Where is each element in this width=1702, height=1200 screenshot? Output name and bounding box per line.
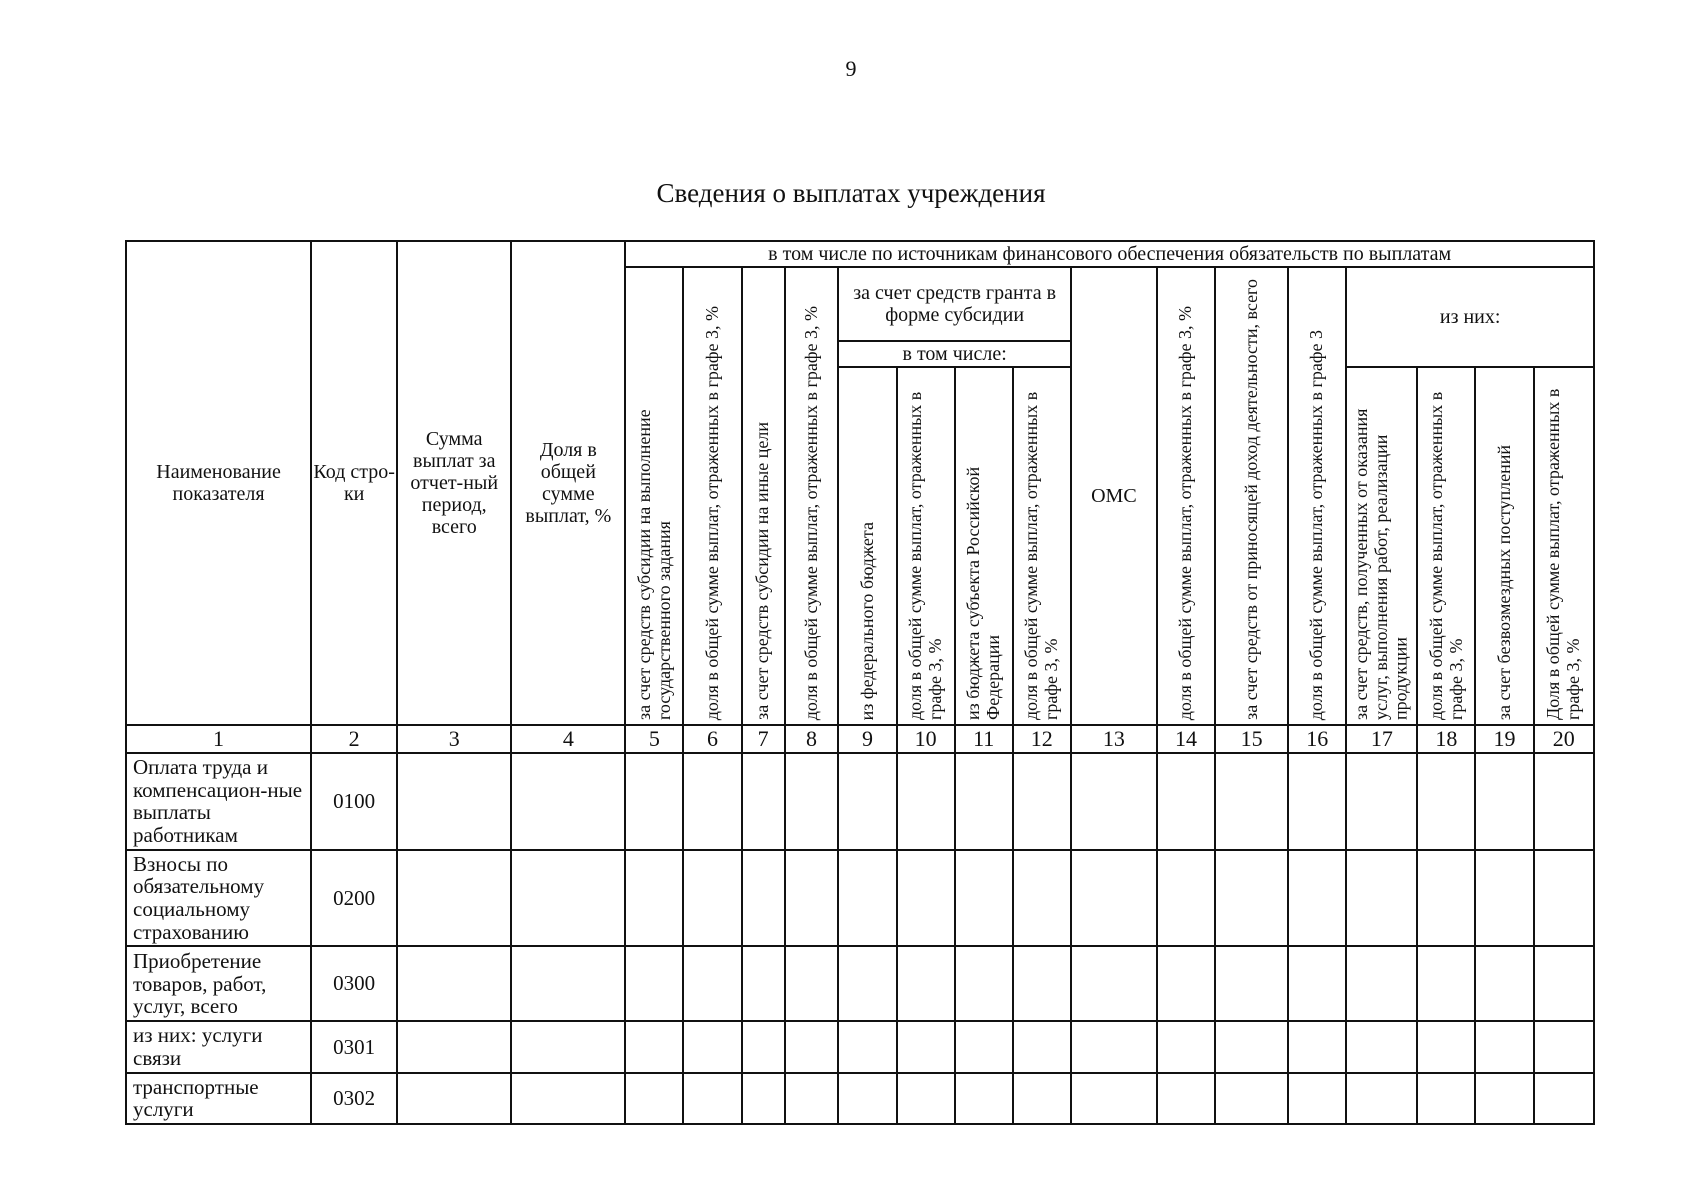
cell [1288,1021,1346,1072]
column-number: 14 [1157,725,1215,753]
cell [1215,850,1288,947]
cell [785,946,839,1021]
cell [1534,946,1594,1021]
cell [1215,753,1288,850]
header-col-11: из бюджета субъекта Российской Федерации [955,367,1013,725]
cell [1288,850,1346,947]
cell [785,850,839,947]
cell [1534,753,1594,850]
cell [742,753,785,850]
row-code: 0302 [311,1073,397,1124]
column-number: 1 [126,725,311,753]
column-number: 9 [838,725,896,753]
cell [1013,753,1071,850]
cell [1417,946,1475,1021]
cell [1346,1021,1417,1072]
cell [1013,946,1071,1021]
cell [1534,1073,1594,1124]
cell [625,850,683,947]
cell [625,1073,683,1124]
cell [955,1021,1013,1072]
column-number: 11 [955,725,1013,753]
cell [511,946,625,1021]
cell [511,1021,625,1072]
cell [1071,1021,1157,1072]
header-col-16: доля в общей сумме выплат, отраженных в графе 3 [1288,267,1346,725]
column-number: 20 [1534,725,1594,753]
header-grant-group: за счет средств гранта в форме субсидии [838,267,1070,341]
cell [397,1073,511,1124]
cell [1346,946,1417,1021]
cell [397,946,511,1021]
cell [785,1073,839,1124]
cell [838,946,896,1021]
cell [1288,1073,1346,1124]
cell [1346,850,1417,947]
cell [1157,1073,1215,1124]
column-number: 19 [1475,725,1533,753]
cell [1417,753,1475,850]
header-col-7: за счет средств субсидии на иные цели [742,267,785,725]
cell [511,1073,625,1124]
table-row [126,1021,1594,1072]
cell [838,1021,896,1072]
cell [1013,850,1071,947]
cell [1288,753,1346,850]
cell [683,1021,741,1072]
row-code: 0301 [311,1021,397,1072]
cell [897,946,955,1021]
cell [785,753,839,850]
header-of-them-group: из них: [1346,267,1594,367]
column-number: 10 [897,725,955,753]
row-name: из них: услуги связи [126,1021,311,1072]
table-row [126,946,1594,1021]
row-name: Приобретение товаров, работ, услуг, всего [126,946,311,1021]
row-code: 0100 [311,753,397,850]
cell [1215,1021,1288,1072]
row-name: транспортные услуги [126,1073,311,1124]
payments-table [125,240,1595,1125]
cell [1346,753,1417,850]
cell [897,1021,955,1072]
column-numbers-row [126,725,1594,753]
header-col-18: доля в общей сумме выплат, отраженных в графе 3, % [1417,367,1475,725]
column-number: 5 [625,725,683,753]
cell [683,753,741,850]
header-sources-group: в том числе по источникам финансового обеспечения обязательств по выплатам [625,241,1594,267]
cell [397,850,511,947]
cell [1475,1073,1533,1124]
cell [511,753,625,850]
column-number: 13 [1071,725,1157,753]
cell [1071,1073,1157,1124]
column-number: 8 [785,725,839,753]
cell [955,850,1013,947]
cell [1013,1073,1071,1124]
cell [742,850,785,947]
cell [1475,850,1533,947]
cell [955,946,1013,1021]
cell [1071,850,1157,947]
cell [1071,946,1157,1021]
cell [1417,1021,1475,1072]
cell [1071,753,1157,850]
column-number: 17 [1346,725,1417,753]
header-col-6: доля в общей сумме выплат, отраженных в графе 3, % [683,267,741,725]
cell [897,1073,955,1124]
table-row [126,850,1594,947]
cell [897,753,955,850]
cell [1013,1021,1071,1072]
cell [1157,753,1215,850]
header-col-17: за счет средств, полученных от оказания услуг, выполнения работ, реализации продукции [1346,367,1417,725]
cell [683,1073,741,1124]
column-number: 16 [1288,725,1346,753]
cell [1157,1021,1215,1072]
header-share-total: Доля в общей сумме выплат, % [511,241,625,725]
column-number: 6 [683,725,741,753]
cell [742,1073,785,1124]
header-grant-including: в том числе: [838,341,1070,367]
header-col-8: доля в общей сумме выплат, отраженных в графе 3, % [785,267,839,725]
cell [1534,1021,1594,1072]
cell [397,753,511,850]
column-number: 7 [742,725,785,753]
document-title: Сведения о выплатах учреждения [656,178,1046,208]
column-number: 12 [1013,725,1071,753]
table-row [126,1073,1594,1124]
cell [1475,946,1533,1021]
cell [625,1021,683,1072]
cell [1475,1021,1533,1072]
cell [1534,850,1594,947]
table-row [126,753,1594,850]
cell [397,1021,511,1072]
row-code: 0300 [311,946,397,1021]
cell [1215,946,1288,1021]
header-col-10: доля в общей сумме выплат, отраженных в графе 3, % [897,367,955,725]
column-number: 3 [397,725,511,753]
cell [683,946,741,1021]
column-number: 2 [311,725,397,753]
header-col-5: за счет средств субсидии на выполнение государственного задания [625,267,683,725]
header-col-9: из федерального бюджета [838,367,896,725]
row-name: Взносы по обязательному социальному страхованию [126,850,311,947]
header-col-12: доля в общей сумме выплат, отраженных в графе 3, % [1013,367,1071,725]
cell [838,753,896,850]
column-number: 18 [1417,725,1475,753]
cell [838,850,896,947]
column-number: 4 [511,725,625,753]
cell [1346,1073,1417,1124]
cell [1288,946,1346,1021]
cell [625,946,683,1021]
cell [1157,850,1215,947]
cell [742,1021,785,1072]
cell [1475,753,1533,850]
header-col-14: доля в общей сумме выплат, отраженных в графе 3, % [1157,267,1215,725]
cell [742,946,785,1021]
column-number: 15 [1215,725,1288,753]
cell [955,753,1013,850]
cell [955,1073,1013,1124]
header-col-15: за счет средств от приносящей доход деятельности, всего [1215,267,1288,725]
header-col-19: за счет безвозмездных поступлений [1475,367,1533,725]
page-number: 9 [845,56,857,81]
header-row-code: Код стро-ки [311,241,397,725]
header-col-13: ОМС [1071,267,1157,725]
cell [838,1073,896,1124]
cell [1417,1073,1475,1124]
header-col-20: Доля в общей сумме выплат, отраженных в графе 3, % [1534,367,1594,725]
cell [1215,1073,1288,1124]
row-name: Оплата труда и компенсацион-ные выплаты работникам [126,753,311,850]
cell [897,850,955,947]
header-total-sum: Сумма выплат за отчет-ный период, всего [397,241,511,725]
cell [785,1021,839,1072]
cell [511,850,625,947]
header-indicator-name: Наименование показателя [126,241,311,725]
cell [1157,946,1215,1021]
cell [625,753,683,850]
cell [683,850,741,947]
cell [1417,850,1475,947]
row-code: 0200 [311,850,397,947]
